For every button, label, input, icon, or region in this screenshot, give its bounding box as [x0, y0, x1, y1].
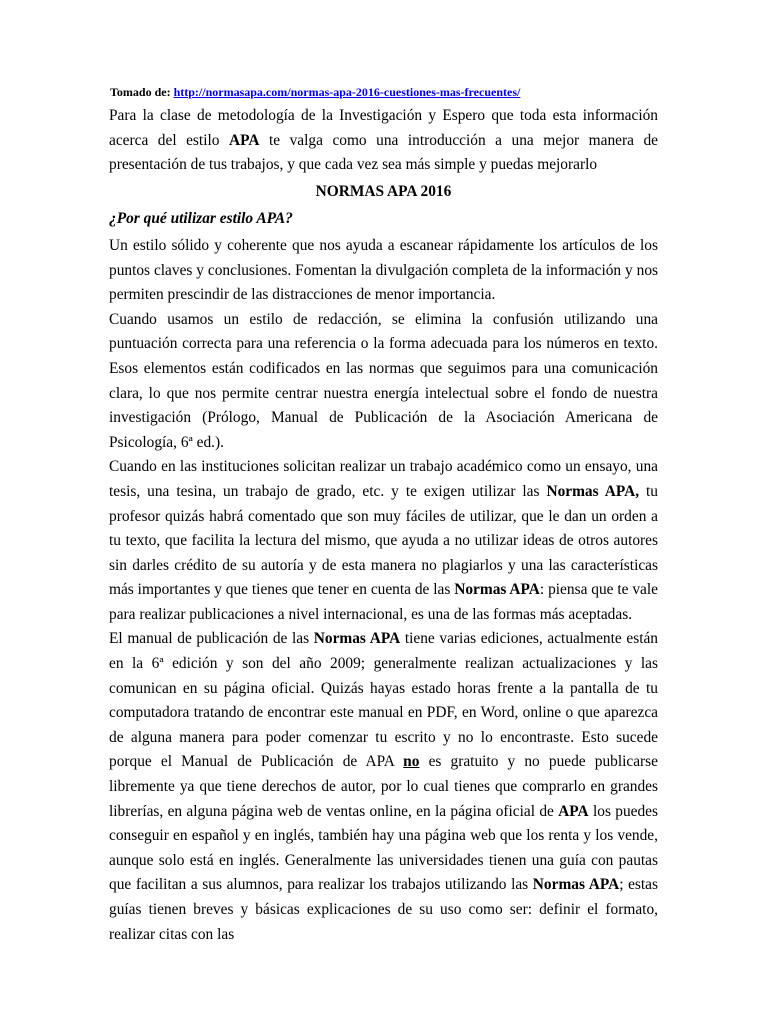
p4-text-4: los puedes conseguir en español y en inglés, también hay una página web que los renta y los vende, aunque solo está en inglés. Generalmente las universidades tienen una guía con pautas que facilitan a sus alumnos, para realizar los trabajos utilizando las — [109, 802, 658, 894]
source-link[interactable]: http://normasapa.com/normas-apa-2016-cuestiones-mas-frecuentes/ — [173, 85, 521, 99]
document-page — [109, 80, 658, 947]
p4-bold-2: APA — [558, 802, 589, 820]
paragraph-3 — [109, 455, 658, 627]
p4-bold-3: Normas APA — [532, 876, 620, 894]
paragraph-2: Cuando usamos un estilo de redacción, se elimina la confusión utilizando una puntuación correcta para una referencia o la forma adecuada para los números en texto. Esos elementos están codificados en las normas que seguimos para una comunicación clara, lo que nos permite centrar nuestra energía intelectual sobre el fondo de nuestra investigación (Prólogo, Manual de Publicación de la Asociación Americana de Psicología, 6ª ed.). — [109, 310, 658, 451]
paragraph-1: Un estilo sólido y coherente que nos ayuda a escanear rápidamente los artículos de los puntos claves y conclusiones. Fomentan la divulgación completa de la información y nos permiten prescindir de las distracciones de menor importancia. — [109, 236, 658, 304]
document-title: NORMAS APA 2016 — [315, 182, 452, 200]
p4-text-1: El manual de publicación de las — [109, 630, 314, 648]
p4-bold-1: Normas APA — [313, 630, 401, 648]
p3-bold-2: Normas APA — [454, 581, 540, 599]
paragraph-4 — [109, 627, 658, 947]
p4-text-5: ; estas guías tienen breves y básicas explicaciones de su uso como ser: definir el formato, realizar citas con las — [109, 876, 659, 943]
intro-text-1: Para la clase de metodología de la Investigación y Espero que toda esta información acerca del estilo — [109, 107, 658, 149]
source-line — [110, 80, 658, 104]
p3-text-2: tu profesor quizás habrá comentado que son muy fáciles de utilizar, que le dan un orden a tu texto, que facilita la lectura del mismo, que ayuda a no utilizar ideas de otros autores sin darles crédito de su autoría y de esta manera no plagiarlos y una las características más importantes y que tienes que tener en cuenta de las — [109, 482, 658, 599]
p3-text-1: Cuando en las instituciones solicitan realizar un trabajo académico como un ensayo, una tesis, una tesina, un trabajo de grado, etc. y te exigen utilizar las — [109, 458, 658, 500]
section-question: ¿Por qué utilizar estilo APA? — [109, 210, 293, 228]
source-label: Tomado de: — [110, 85, 171, 99]
p4-underline-no: no — [403, 753, 420, 771]
intro-paragraph — [109, 104, 658, 178]
p3-text-3: : piensa que te vale para realizar publicaciones a nivel internacional, es una de las formas más aceptadas. — [109, 581, 658, 623]
p4-text-2: tiene varias ediciones, actualmente están en la 6ª edición y son del año 2009; generalmente realizan actualizaciones y las comunican en su página oficial. Quizás hayas estado horas frente a la pantalla de tu computadora tratando de encontrar este manual en PDF, en Word, online o que aparezca de alguna manera para poder comenzar tu escrito y no lo encontraste. Esto sucede porque el Manual de Publicación de APA — [109, 630, 658, 771]
intro-text-2: te valga como una introducción a una mejor manera de presentación de tus trabajos, y que cada vez sea más simple y puedas mejorarlo — [109, 131, 658, 174]
p4-text-3: es gratuito y no puede publicarse libremente ya que tiene derechos de autor, por lo cual tienes que comprarlo en grandes librerías, en alguna página web de ventas online, en la página oficial de — [109, 753, 658, 820]
intro-bold-apa: APA — [228, 131, 260, 149]
p3-bold-1: Normas APA, — [546, 482, 640, 500]
